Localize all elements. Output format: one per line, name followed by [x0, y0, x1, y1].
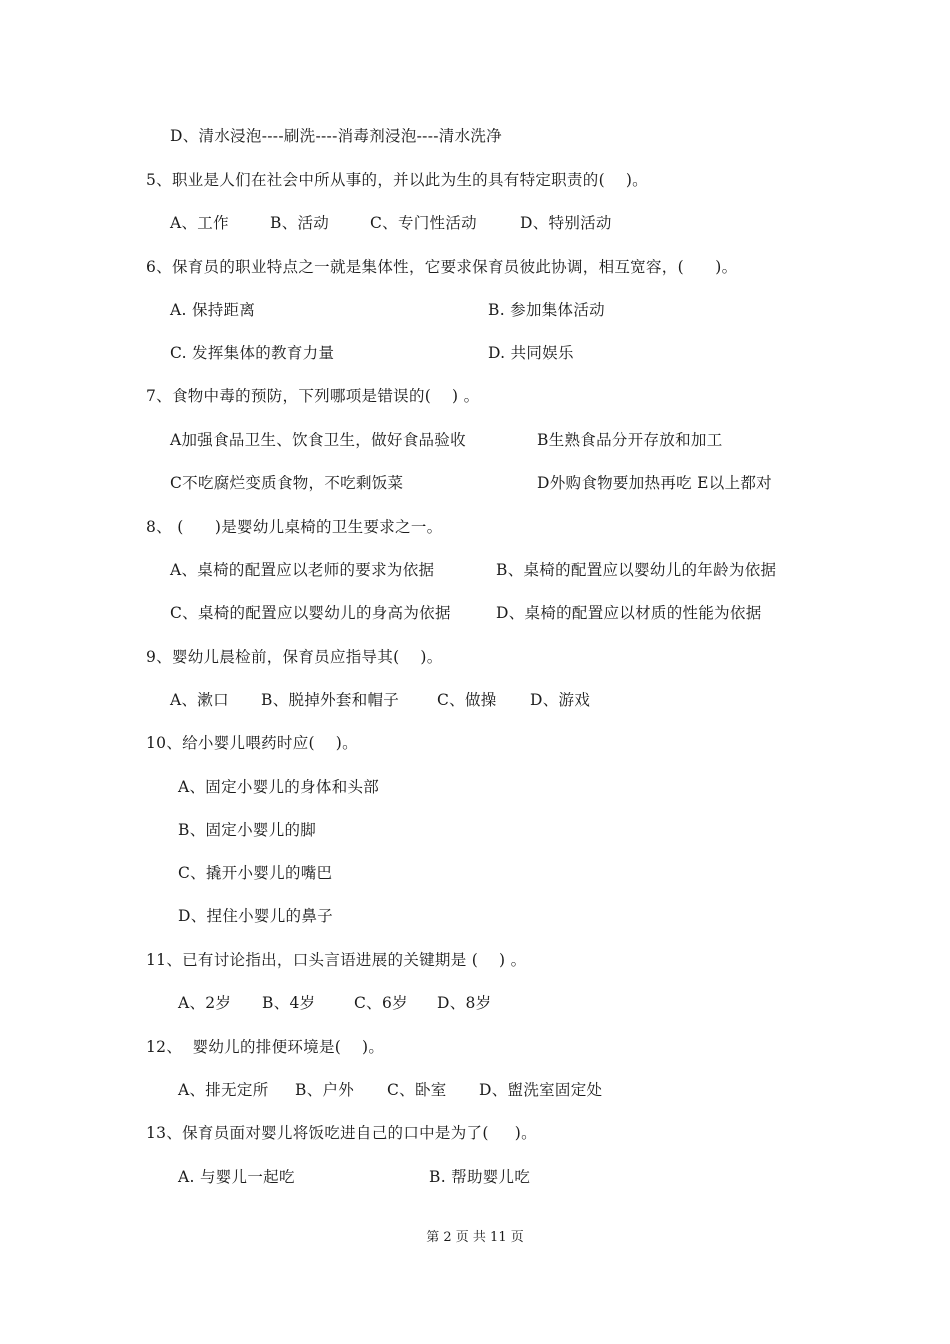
- q9-option-b: B、脱掉外套和帽子: [261, 691, 400, 709]
- q10-stem: 10、给小婴儿喂药时应( )。: [146, 734, 358, 752]
- q5-option-d: D、特别活动: [520, 214, 612, 232]
- q13-stem: 13、保育员面对婴儿将饭吃进自己的口中是为了( )。: [146, 1124, 537, 1142]
- q8-option-c: C、桌椅的配置应以婴幼儿的身高为依据: [170, 604, 451, 622]
- q11-option-d: D、8岁: [437, 994, 492, 1012]
- q11-option-c: C、6岁: [354, 994, 408, 1012]
- q6-option-b: B. 参加集体活动: [488, 301, 605, 319]
- q7-option-a: A加强食品卫生、饮食卫生，做好食品验收: [170, 431, 466, 449]
- q12-option-c: C、卧室: [387, 1081, 447, 1099]
- q12-option-b: B、户外: [295, 1081, 355, 1099]
- q5-option-a: A、工作: [170, 214, 229, 232]
- q5-option-c: C、专门性活动: [370, 214, 477, 232]
- q12-option-d: D、盥洗室固定处: [479, 1081, 603, 1099]
- q6-option-d: D. 共同娱乐: [488, 344, 574, 362]
- q5-stem: 5、职业是人们在社会中所从事的，并以此为生的具有特定职责的( )。: [146, 171, 648, 189]
- q7-option-c: C不吃腐烂变质食物，不吃剩饭菜: [170, 474, 404, 492]
- q9-option-c: C、做操: [437, 691, 497, 709]
- q7-option-d: D外购食物要加热再吃 E以上都对: [537, 474, 772, 492]
- q10-option-a: A、固定小婴儿的身体和头部: [178, 778, 380, 796]
- q11-option-b: B、4岁: [262, 994, 316, 1012]
- q8-option-b: B、桌椅的配置应以婴幼儿的年龄为依据: [496, 561, 777, 579]
- q10-option-d: D、捏住小婴儿的鼻子: [178, 907, 333, 925]
- q9-stem: 9、婴幼儿晨检前，保育员应指导其( )。: [146, 648, 443, 666]
- q4-option-d: D、清水浸泡----刷洗----消毒剂浸泡----清水洗净: [170, 127, 502, 145]
- q13-option-a: A. 与婴儿一起吃: [178, 1168, 295, 1186]
- q11-option-a: A、2岁: [178, 994, 232, 1012]
- q8-stem: 8、 ( )是婴幼儿桌椅的卫生要求之一。: [146, 518, 443, 536]
- q8-option-a: A、桌椅的配置应以老师的要求为依据: [170, 561, 435, 579]
- q8-option-d: D、桌椅的配置应以材质的性能为依据: [496, 604, 762, 622]
- q6-stem: 6、保育员的职业特点之一就是集体性，它要求保育员彼此协调，相互宽容，( )。: [146, 258, 738, 276]
- q9-option-a: A、漱口: [170, 691, 229, 709]
- q13-option-b: B. 帮助婴儿吃: [429, 1168, 531, 1186]
- q6-option-a: A. 保持距离: [170, 301, 256, 319]
- q12-stem: 12、 婴幼儿的排便环境是( )。: [146, 1038, 385, 1056]
- q12-option-a: A、排无定所: [178, 1081, 269, 1099]
- q11-stem: 11、已有讨论指出，口头言语进展的关键期是 ( ) 。: [146, 951, 527, 969]
- q10-option-b: B、固定小婴儿的脚: [178, 821, 317, 839]
- q7-option-b: B生熟食品分开存放和加工: [537, 431, 723, 449]
- q5-option-b: B、活动: [270, 214, 330, 232]
- q7-stem: 7、食物中毒的预防，下列哪项是错误的( ) 。: [146, 387, 480, 405]
- q9-option-d: D、游戏: [530, 691, 591, 709]
- q6-option-c: C. 发挥集体的教育力量: [170, 344, 335, 362]
- q10-option-c: C、撬开小婴儿的嘴巴: [178, 864, 333, 882]
- page-number: 第 2 页 共 11 页: [426, 1230, 524, 1245]
